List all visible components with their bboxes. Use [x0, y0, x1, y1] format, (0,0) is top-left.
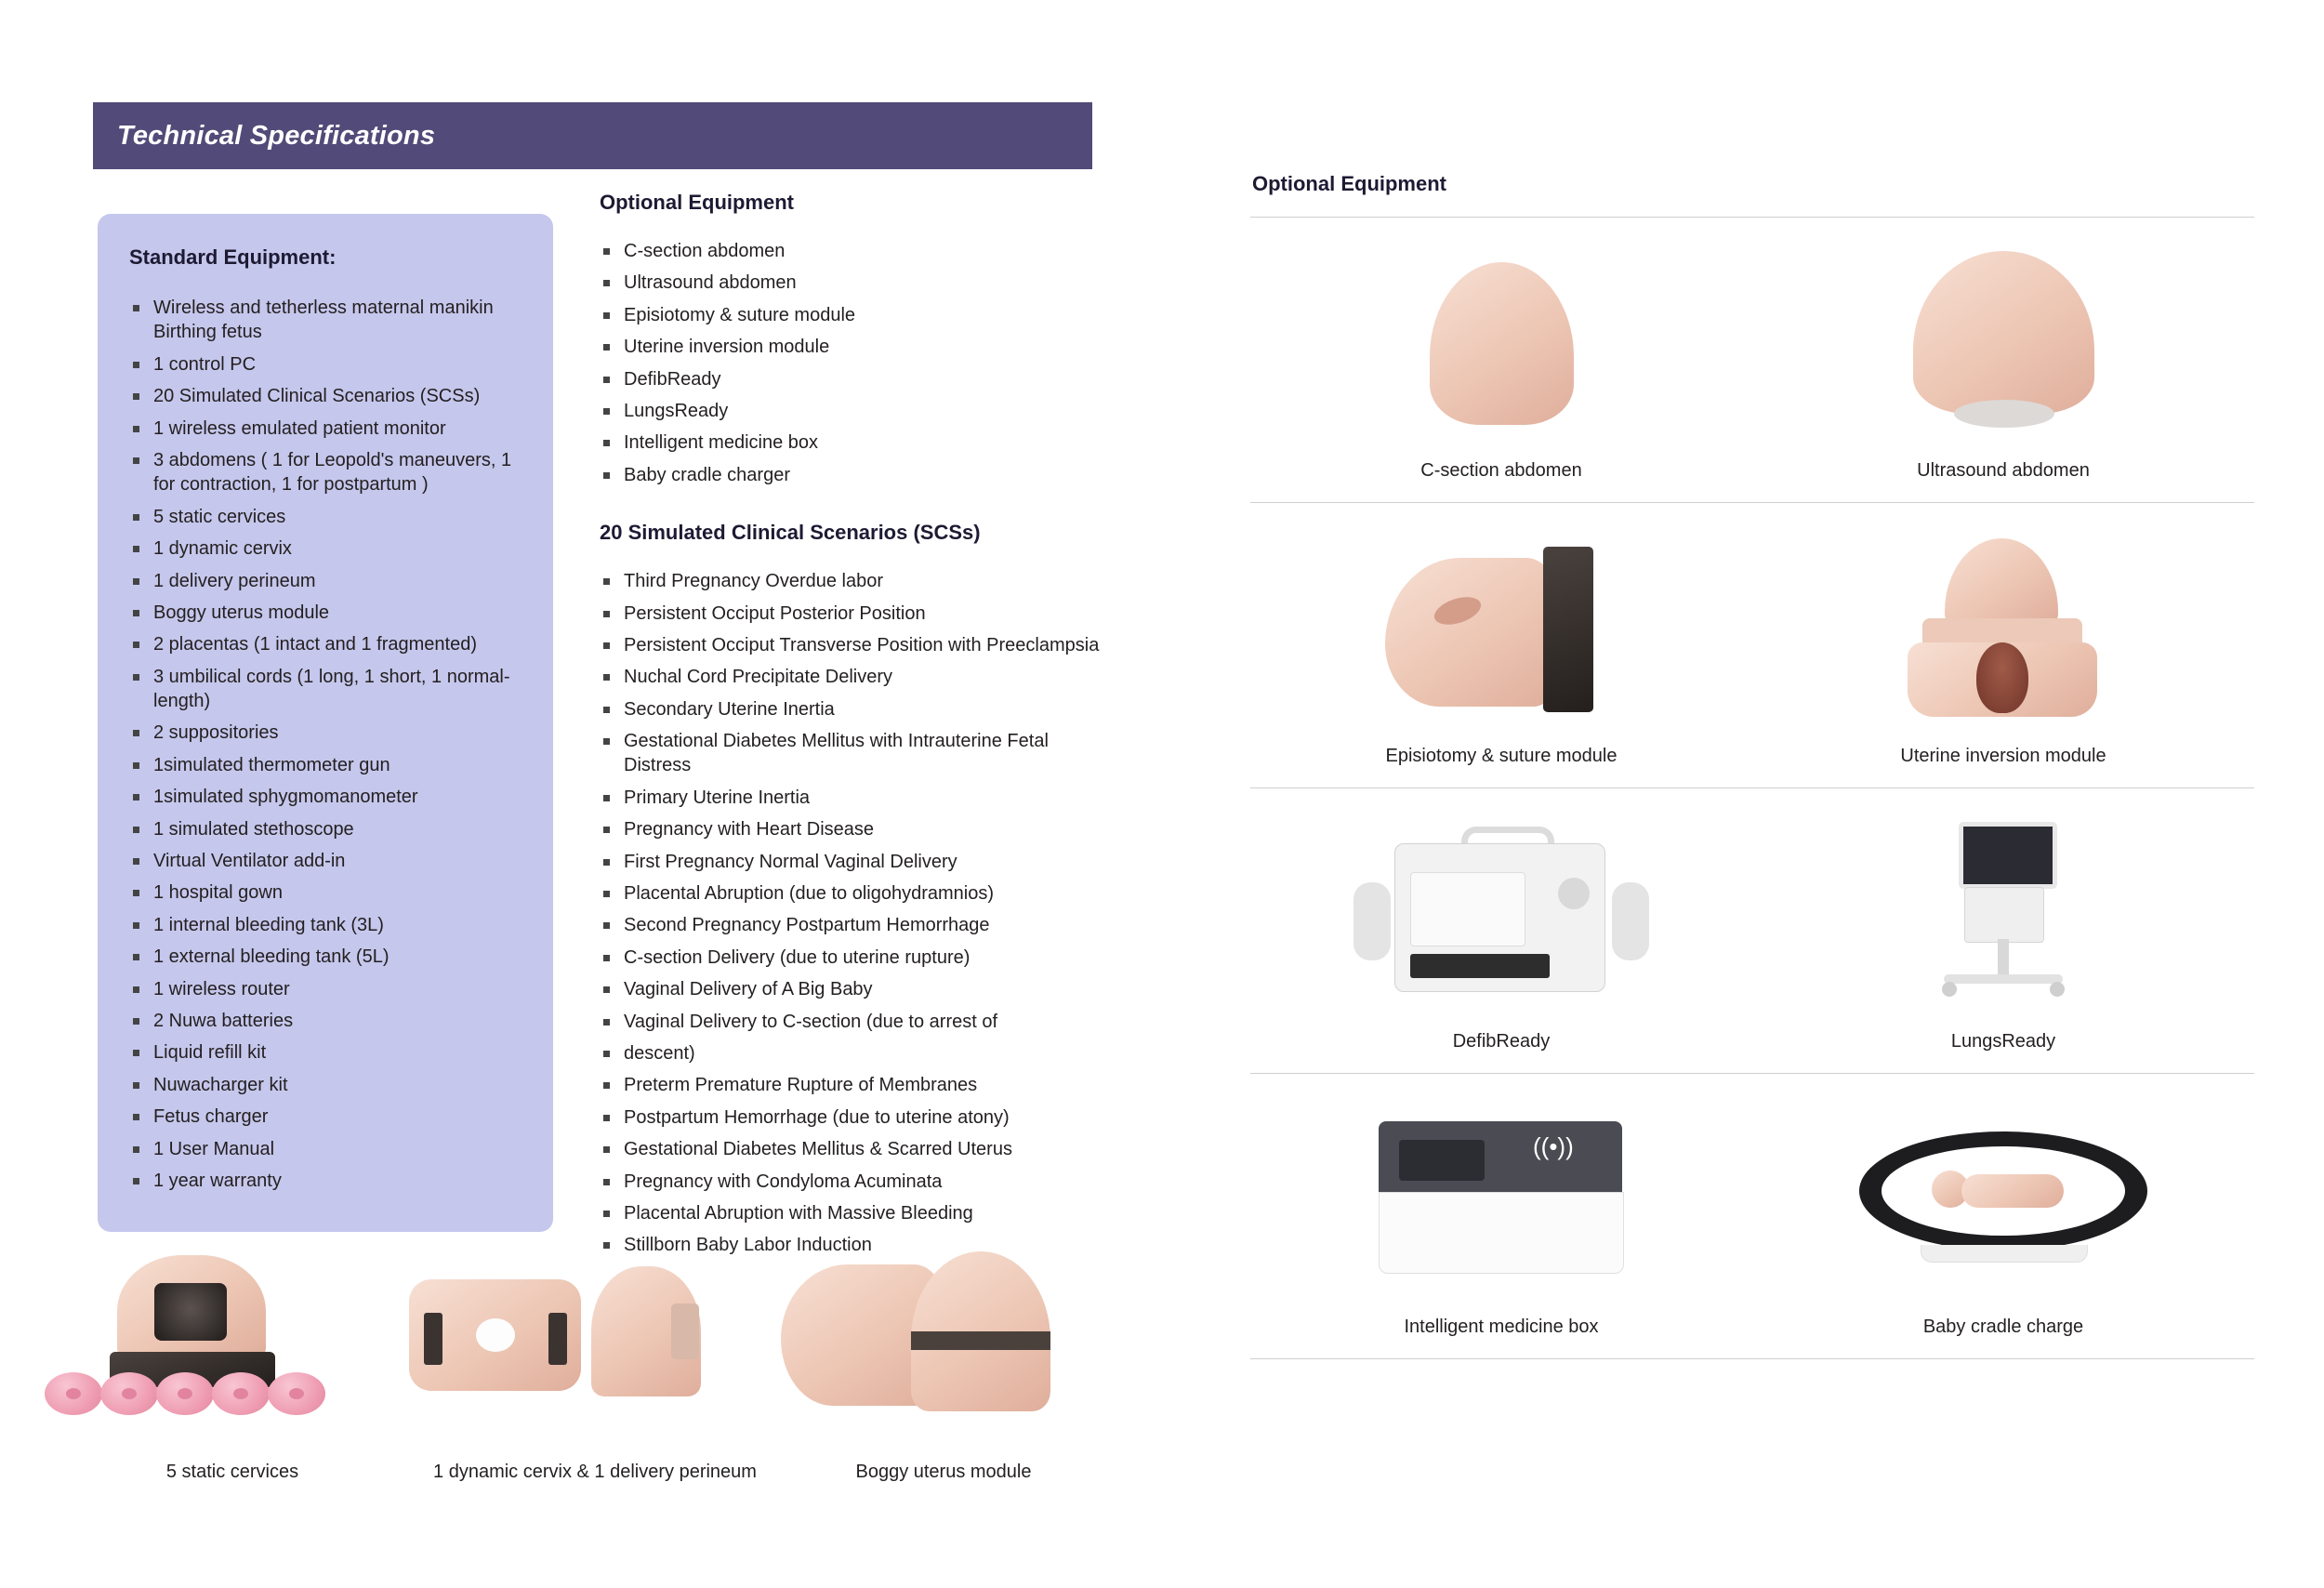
list-item: 1 year warranty [129, 1169, 525, 1193]
optional-equipment-list [600, 239, 1102, 487]
list-item: 1 external bleeding tank (5L) [129, 945, 525, 969]
grid-cell-defibready [1250, 788, 1752, 1073]
list-item: 3 abdomens ( 1 for Leopold's maneuvers, 1 for contraction, 1 for postpartum ) [129, 448, 525, 497]
list-item: Uterine inversion module [600, 335, 1102, 359]
grid-cell-uterine-inversion [1752, 503, 2254, 787]
list-item: DefibReady [600, 367, 1102, 391]
page-title: Technical Specifications [117, 120, 436, 151]
cell-caption: LungsReady [1950, 1031, 2056, 1052]
list-item: 1 wireless router [129, 977, 525, 1001]
c-section-abdomen-icon [1260, 244, 1743, 443]
grid-cell-lungsready [1752, 788, 2254, 1073]
figure-caption: Boggy uterus module [855, 1462, 1032, 1482]
cervix-set-icon [56, 1246, 409, 1441]
list-item: Postpartum Hemorrhage (due to uterine atony) [600, 1105, 1102, 1130]
grid-cell-episiotomy-module [1250, 503, 1752, 787]
list-item: 1 dynamic cervix [129, 536, 525, 561]
list-item: Secondary Uterine Inertia [600, 697, 1102, 721]
list-item: Liquid refill kit [129, 1040, 525, 1065]
medicine-box-icon: ((•)) [1260, 1100, 1743, 1300]
optional-equipment-heading: Optional Equipment [600, 191, 794, 214]
grid-row [1250, 503, 2254, 788]
list-item: C-section abdomen [600, 239, 1102, 263]
list-item: 5 static cervices [129, 505, 525, 529]
list-item: Wireless and tetherless maternal manikin Birthing fetus [129, 296, 525, 345]
cell-caption: Episiotomy & suture module [1385, 746, 1618, 766]
grid-cell-c-section-abdomen [1250, 218, 1752, 502]
cell-caption: C-section abdomen [1420, 460, 1582, 481]
list-item: descent) [600, 1041, 1102, 1065]
list-item: Boggy uterus module [129, 601, 525, 625]
section-title-bar [93, 102, 1092, 169]
figure-static-cervices [56, 1246, 409, 1483]
list-item: Episiotomy & suture module [600, 303, 1102, 327]
list-item: Primary Uterine Inertia [600, 786, 1102, 810]
list-item: 1 simulated stethoscope [129, 817, 525, 841]
list-item: 1 control PC [129, 352, 525, 377]
scenarios-list [600, 569, 1102, 1258]
right-column [1250, 172, 2254, 1359]
standard-equipment-list [129, 296, 525, 1193]
list-item: LungsReady [600, 399, 1102, 423]
list-item: 1simulated thermometer gun [129, 753, 525, 777]
optional-equipment-grid [1250, 217, 2254, 1359]
cell-caption: Baby cradle charge [1922, 1317, 2084, 1337]
uterine-inversion-icon [1762, 529, 2245, 729]
left-figure-row [56, 1246, 1106, 1483]
standard-equipment-panel [98, 214, 553, 1232]
list-item: C-section Delivery (due to uterine rupture) [600, 946, 1102, 970]
dynamic-cervix-icon [409, 1246, 781, 1441]
list-item: 1 internal bleeding tank (3L) [129, 913, 525, 937]
list-item: 2 Nuwa batteries [129, 1009, 525, 1033]
list-item: Ultrasound abdomen [600, 271, 1102, 295]
list-item: Nuchal Cord Precipitate Delivery [600, 665, 1102, 689]
list-item: Pregnancy with Heart Disease [600, 817, 1102, 841]
figure-caption: 1 dynamic cervix & 1 delivery perineum [433, 1462, 757, 1482]
list-item: Persistent Occiput Transverse Position with Preeclampsia [600, 633, 1102, 657]
standard-equipment-heading: Standard Equipment: [129, 245, 337, 269]
list-item: 1 User Manual [129, 1137, 525, 1161]
cell-caption: Intelligent medicine box [1404, 1317, 1599, 1337]
list-item: 2 suppositories [129, 721, 525, 745]
figure-boggy-uterus [781, 1246, 1106, 1483]
scenarios-block [600, 521, 1102, 1258]
list-item: Virtual Ventilator add-in [129, 849, 525, 873]
list-item: 3 umbilical cords (1 long, 1 short, 1 normal-length) [129, 665, 525, 714]
baby-cradle-icon [1762, 1100, 2245, 1300]
defibrillator-icon [1260, 814, 1743, 1014]
grid-cell-baby-cradle [1752, 1074, 2254, 1358]
list-item: Vaginal Delivery of A Big Baby [600, 977, 1102, 1001]
cell-caption: Ultrasound abdomen [1917, 460, 2090, 481]
list-item: Third Pregnancy Overdue labor [600, 569, 1102, 593]
cell-caption: DefibReady [1452, 1031, 1551, 1052]
list-item: Placental Abruption (due to oligohydramnios) [600, 881, 1102, 906]
list-item: Persistent Occiput Posterior Position [600, 602, 1102, 626]
list-item: Placental Abruption with Massive Bleeding [600, 1201, 1102, 1225]
list-item: Pregnancy with Condyloma Acuminata [600, 1170, 1102, 1194]
list-item: Fetus charger [129, 1105, 525, 1129]
figure-dynamic-cervix [409, 1246, 781, 1483]
list-item: Gestational Diabetes Mellitus with Intrauterine Fetal Distress [600, 729, 1102, 778]
list-item: First Pregnancy Normal Vaginal Delivery [600, 850, 1102, 874]
grid-row [1250, 788, 2254, 1074]
grid-row [1250, 218, 2254, 503]
boggy-uterus-icon [781, 1246, 1106, 1441]
list-item: Vaginal Delivery to C-section (due to arrest of [600, 1010, 1102, 1034]
list-item: 1 hospital gown [129, 880, 525, 905]
list-item: Stillborn Baby Labor Induction [600, 1233, 1102, 1257]
grid-row [1250, 1074, 2254, 1359]
list-item: Intelligent medicine box [600, 430, 1102, 455]
left-column [93, 102, 1116, 1256]
list-item: 2 placentas (1 intact and 1 fragmented) [129, 632, 525, 656]
list-item: 20 Simulated Clinical Scenarios (SCSs) [129, 384, 525, 408]
figure-caption: 5 static cervices [165, 1462, 299, 1482]
grid-cell-medicine-box [1250, 1074, 1752, 1358]
cell-caption: Uterine inversion module [1900, 746, 2106, 766]
grid-cell-ultrasound-abdomen [1752, 218, 2254, 502]
list-item: 1 delivery perineum [129, 569, 525, 593]
list-item: Second Pregnancy Postpartum Hemorrhage [600, 913, 1102, 937]
ventilator-cart-icon [1762, 814, 2245, 1014]
list-item: Gestational Diabetes Mellitus & Scarred Uterus [600, 1137, 1102, 1161]
list-item: Nuwacharger kit [129, 1073, 525, 1097]
list-item: Preterm Premature Rupture of Membranes [600, 1073, 1102, 1097]
optional-equipment-column [600, 191, 1102, 1265]
ultrasound-abdomen-icon [1762, 244, 2245, 443]
optional-equipment-right-heading: Optional Equipment [1252, 172, 1446, 195]
list-item: Baby cradle charger [600, 463, 1102, 487]
list-item: 1 wireless emulated patient monitor [129, 417, 525, 441]
episiotomy-module-icon [1260, 529, 1743, 729]
scenarios-heading: 20 Simulated Clinical Scenarios (SCSs) [600, 521, 981, 545]
list-item: 1simulated sphygmomanometer [129, 785, 525, 809]
